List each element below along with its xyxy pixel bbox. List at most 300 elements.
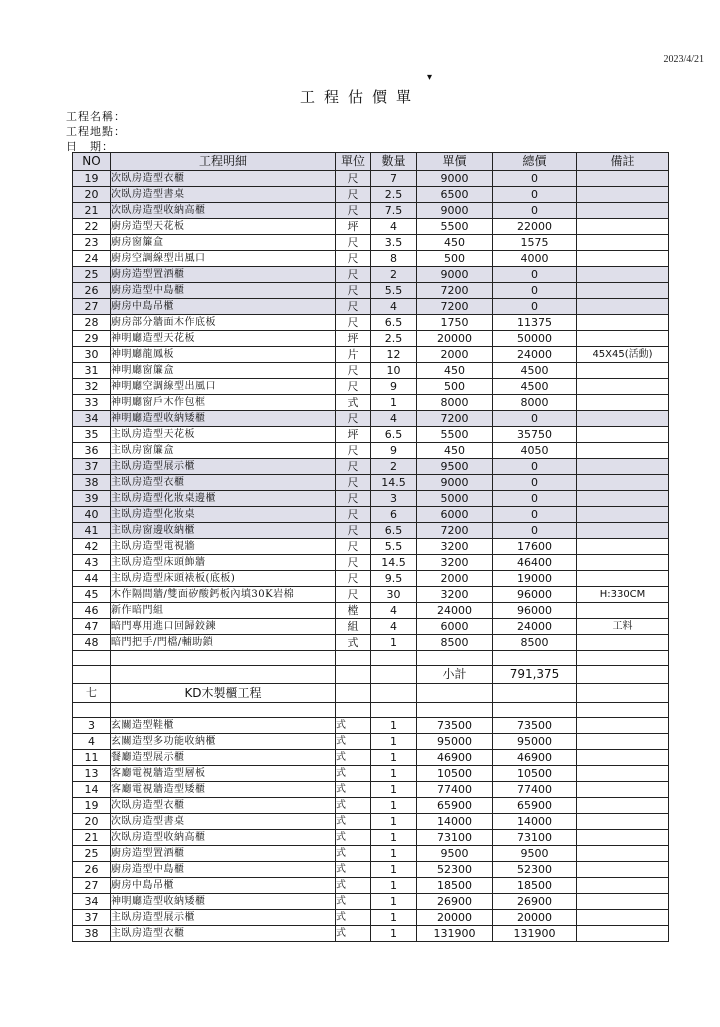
row-item: 次臥房造型衣櫃 bbox=[111, 798, 336, 814]
row-no: 21 bbox=[73, 830, 111, 846]
table-row bbox=[73, 814, 669, 830]
row-qty: 1 bbox=[371, 798, 417, 814]
row-item: 主臥房窗簾盒 bbox=[111, 443, 336, 459]
row-price: 26900 bbox=[417, 894, 493, 910]
row-note bbox=[577, 363, 669, 379]
row-unit: 式 bbox=[336, 926, 371, 942]
row-note bbox=[577, 718, 669, 734]
row-price: 18500 bbox=[417, 878, 493, 894]
row-unit: 尺 bbox=[336, 315, 371, 331]
table-row bbox=[73, 587, 669, 603]
col-header-item: 工程明細 bbox=[111, 153, 336, 171]
row-item: 廚房造型中島櫃 bbox=[111, 283, 336, 299]
row-unit: 坪 bbox=[336, 219, 371, 235]
row-qty: 2.5 bbox=[371, 331, 417, 347]
row-price: 20000 bbox=[417, 910, 493, 926]
row-price: 73500 bbox=[417, 718, 493, 734]
row-total: 0 bbox=[493, 507, 577, 523]
row-note bbox=[577, 750, 669, 766]
row-qty: 1 bbox=[371, 926, 417, 942]
row-note bbox=[577, 539, 669, 555]
row-no: 48 bbox=[73, 635, 111, 651]
row-unit: 尺 bbox=[336, 411, 371, 427]
row-note bbox=[577, 219, 669, 235]
row-qty: 6.5 bbox=[371, 315, 417, 331]
row-price: 9000 bbox=[417, 171, 493, 187]
row-price: 7200 bbox=[417, 523, 493, 539]
row-note bbox=[577, 523, 669, 539]
table-row bbox=[73, 347, 669, 363]
row-price: 9500 bbox=[417, 459, 493, 475]
row-no: 14 bbox=[73, 782, 111, 798]
row-no: 33 bbox=[73, 395, 111, 411]
row-unit: 尺 bbox=[336, 187, 371, 203]
row-unit: 式 bbox=[336, 830, 371, 846]
row-total: 19000 bbox=[493, 571, 577, 587]
row-no: 22 bbox=[73, 219, 111, 235]
table-row bbox=[73, 235, 669, 251]
row-price: 450 bbox=[417, 363, 493, 379]
row-unit: 尺 bbox=[336, 299, 371, 315]
row-total: 95000 bbox=[493, 734, 577, 750]
table-row bbox=[73, 283, 669, 299]
row-qty: 9.5 bbox=[371, 571, 417, 587]
row-price: 3200 bbox=[417, 555, 493, 571]
row-price: 9000 bbox=[417, 203, 493, 219]
row-unit: 式 bbox=[336, 734, 371, 750]
row-no: 24 bbox=[73, 251, 111, 267]
row-note bbox=[577, 235, 669, 251]
row-note bbox=[577, 491, 669, 507]
row-no: 38 bbox=[73, 926, 111, 942]
row-no: 42 bbox=[73, 539, 111, 555]
row-total: 26900 bbox=[493, 894, 577, 910]
row-note bbox=[577, 571, 669, 587]
row-price: 73100 bbox=[417, 830, 493, 846]
row-no: 36 bbox=[73, 443, 111, 459]
row-price: 6500 bbox=[417, 187, 493, 203]
col-header-qty: 數量 bbox=[371, 153, 417, 171]
col-header-note: 備註 bbox=[577, 153, 669, 171]
row-qty: 1 bbox=[371, 830, 417, 846]
row-total: 0 bbox=[493, 299, 577, 315]
row-qty: 14.5 bbox=[371, 555, 417, 571]
row-price: 5500 bbox=[417, 427, 493, 443]
row-qty: 7.5 bbox=[371, 203, 417, 219]
row-item: 次臥房造型收納高櫃 bbox=[111, 203, 336, 219]
row-note bbox=[577, 171, 669, 187]
table-row bbox=[73, 491, 669, 507]
row-unit: 尺 bbox=[336, 379, 371, 395]
row-no: 45 bbox=[73, 587, 111, 603]
row-no: 40 bbox=[73, 507, 111, 523]
row-note bbox=[577, 331, 669, 347]
row-qty: 4 bbox=[371, 619, 417, 635]
row-item: 廚房空調線型出風口 bbox=[111, 251, 336, 267]
table-row bbox=[73, 299, 669, 315]
row-qty: 1 bbox=[371, 894, 417, 910]
row-qty: 14.5 bbox=[371, 475, 417, 491]
row-unit: 尺 bbox=[336, 443, 371, 459]
row-qty: 1 bbox=[371, 734, 417, 750]
row-price: 5500 bbox=[417, 219, 493, 235]
row-item: 主臥房造型床頭飾牆 bbox=[111, 555, 336, 571]
row-total: 8000 bbox=[493, 395, 577, 411]
table-row bbox=[73, 219, 669, 235]
row-note: 45X45(活動) bbox=[577, 347, 669, 363]
row-no: 44 bbox=[73, 571, 111, 587]
row-total: 24000 bbox=[493, 347, 577, 363]
row-unit: 尺 bbox=[336, 235, 371, 251]
row-qty: 1 bbox=[371, 814, 417, 830]
row-no: 27 bbox=[73, 878, 111, 894]
row-price: 500 bbox=[417, 251, 493, 267]
table-row bbox=[73, 926, 669, 942]
row-unit: 尺 bbox=[336, 267, 371, 283]
row-item: 次臥房造型書桌 bbox=[111, 814, 336, 830]
row-item: 廚房中島吊櫃 bbox=[111, 299, 336, 315]
row-price: 7200 bbox=[417, 411, 493, 427]
row-no: 30 bbox=[73, 347, 111, 363]
row-item: 餐廳造型展示櫃 bbox=[111, 750, 336, 766]
row-item: 神明廳造型天花板 bbox=[111, 331, 336, 347]
row-no: 4 bbox=[73, 734, 111, 750]
table-body-items bbox=[73, 171, 669, 651]
subtotal-row bbox=[73, 666, 669, 684]
subtotal-value: 791,375 bbox=[493, 666, 577, 684]
row-no: 34 bbox=[73, 411, 111, 427]
row-price: 7200 bbox=[417, 299, 493, 315]
row-qty: 1 bbox=[371, 862, 417, 878]
row-no: 26 bbox=[73, 862, 111, 878]
row-item: 主臥房造型化妝桌邊櫃 bbox=[111, 491, 336, 507]
row-unit: 式 bbox=[336, 878, 371, 894]
row-total: 0 bbox=[493, 411, 577, 427]
table-row bbox=[73, 267, 669, 283]
project-name-label: 工程名稱： bbox=[66, 110, 126, 123]
row-no: 29 bbox=[73, 331, 111, 347]
row-no: 13 bbox=[73, 766, 111, 782]
row-note bbox=[577, 187, 669, 203]
row-item: 主臥房造型電視牆 bbox=[111, 539, 336, 555]
row-item: 廚房中島吊櫃 bbox=[111, 878, 336, 894]
table-body-summary bbox=[73, 651, 669, 718]
row-qty: 10 bbox=[371, 363, 417, 379]
row-qty: 5.5 bbox=[371, 283, 417, 299]
row-no: 38 bbox=[73, 475, 111, 491]
row-unit: 尺 bbox=[336, 507, 371, 523]
row-total: 4500 bbox=[493, 363, 577, 379]
row-price: 450 bbox=[417, 443, 493, 459]
row-unit: 尺 bbox=[336, 555, 371, 571]
row-total: 22000 bbox=[493, 219, 577, 235]
row-price: 6000 bbox=[417, 619, 493, 635]
row-note bbox=[577, 910, 669, 926]
row-price: 450 bbox=[417, 235, 493, 251]
row-unit: 式 bbox=[336, 846, 371, 862]
row-total: 4050 bbox=[493, 443, 577, 459]
row-no: 11 bbox=[73, 750, 111, 766]
row-no: 20 bbox=[73, 814, 111, 830]
row-unit: 坪 bbox=[336, 427, 371, 443]
row-no: 28 bbox=[73, 315, 111, 331]
table-row bbox=[73, 718, 669, 734]
row-unit: 式 bbox=[336, 782, 371, 798]
row-unit: 式 bbox=[336, 395, 371, 411]
row-total: 24000 bbox=[493, 619, 577, 635]
table-row bbox=[73, 846, 669, 862]
row-note bbox=[577, 203, 669, 219]
row-item: 廚房部分牆面木作底板 bbox=[111, 315, 336, 331]
row-unit: 尺 bbox=[336, 587, 371, 603]
row-item: 新作暗門組 bbox=[111, 603, 336, 619]
row-note bbox=[577, 603, 669, 619]
table-row bbox=[73, 315, 669, 331]
row-item: 神明廳窗戶木作包框 bbox=[111, 395, 336, 411]
row-qty: 1 bbox=[371, 910, 417, 926]
row-price: 2000 bbox=[417, 571, 493, 587]
row-no: 25 bbox=[73, 846, 111, 862]
row-no: 21 bbox=[73, 203, 111, 219]
row-item: 廚房造型中島櫃 bbox=[111, 862, 336, 878]
row-total: 46900 bbox=[493, 750, 577, 766]
table-row bbox=[73, 363, 669, 379]
row-qty: 1 bbox=[371, 782, 417, 798]
row-total: 35750 bbox=[493, 427, 577, 443]
col-header-no: NO bbox=[73, 153, 111, 171]
table-row bbox=[73, 782, 669, 798]
row-note bbox=[577, 459, 669, 475]
row-total: 4000 bbox=[493, 251, 577, 267]
row-qty: 1 bbox=[371, 846, 417, 862]
row-qty: 6.5 bbox=[371, 427, 417, 443]
row-no: 34 bbox=[73, 894, 111, 910]
row-qty: 2 bbox=[371, 459, 417, 475]
row-note bbox=[577, 299, 669, 315]
row-note bbox=[577, 283, 669, 299]
row-qty: 6 bbox=[371, 507, 417, 523]
row-price: 1750 bbox=[417, 315, 493, 331]
blank-row bbox=[73, 703, 669, 718]
row-unit: 式 bbox=[336, 862, 371, 878]
row-price: 52300 bbox=[417, 862, 493, 878]
section-title: KD木製櫃工程 bbox=[111, 684, 336, 703]
row-total: 4500 bbox=[493, 379, 577, 395]
row-unit: 尺 bbox=[336, 539, 371, 555]
row-item: 暗門專用進口回歸鉸鍊 bbox=[111, 619, 336, 635]
row-note bbox=[577, 846, 669, 862]
table-row bbox=[73, 427, 669, 443]
row-no: 32 bbox=[73, 379, 111, 395]
section-number: 七 bbox=[73, 684, 111, 703]
row-unit: 式 bbox=[336, 766, 371, 782]
project-site-label: 工程地點： bbox=[66, 125, 126, 138]
row-price: 3200 bbox=[417, 539, 493, 555]
row-no: 3 bbox=[73, 718, 111, 734]
row-unit: 式 bbox=[336, 894, 371, 910]
table-row bbox=[73, 523, 669, 539]
row-unit: 尺 bbox=[336, 203, 371, 219]
row-no: 43 bbox=[73, 555, 111, 571]
row-note bbox=[577, 507, 669, 523]
row-qty: 12 bbox=[371, 347, 417, 363]
row-no: 20 bbox=[73, 187, 111, 203]
row-note bbox=[577, 798, 669, 814]
row-price: 65900 bbox=[417, 798, 493, 814]
row-item: 玄關造型多功能收納櫃 bbox=[111, 734, 336, 750]
row-note bbox=[577, 395, 669, 411]
row-total: 0 bbox=[493, 523, 577, 539]
row-note bbox=[577, 635, 669, 651]
row-unit: 式 bbox=[336, 798, 371, 814]
table-row bbox=[73, 379, 669, 395]
row-note bbox=[577, 475, 669, 491]
row-unit: 尺 bbox=[336, 571, 371, 587]
row-total: 17600 bbox=[493, 539, 577, 555]
table-row bbox=[73, 571, 669, 587]
estimate-table bbox=[72, 152, 669, 942]
row-note bbox=[577, 766, 669, 782]
table-row bbox=[73, 539, 669, 555]
project-name-line bbox=[66, 110, 126, 124]
row-no: 19 bbox=[73, 798, 111, 814]
table-row bbox=[73, 187, 669, 203]
table-row bbox=[73, 878, 669, 894]
row-total: 131900 bbox=[493, 926, 577, 942]
row-item: 玄關造型鞋櫃 bbox=[111, 718, 336, 734]
row-qty: 2 bbox=[371, 267, 417, 283]
row-price: 2000 bbox=[417, 347, 493, 363]
row-note bbox=[577, 443, 669, 459]
row-total: 14000 bbox=[493, 814, 577, 830]
table-row bbox=[73, 251, 669, 267]
row-note bbox=[577, 862, 669, 878]
row-qty: 7 bbox=[371, 171, 417, 187]
row-item: 主臥房造型展示櫃 bbox=[111, 459, 336, 475]
row-qty: 9 bbox=[371, 379, 417, 395]
row-total: 0 bbox=[493, 491, 577, 507]
row-unit: 尺 bbox=[336, 459, 371, 475]
row-qty: 1 bbox=[371, 766, 417, 782]
row-price: 46900 bbox=[417, 750, 493, 766]
row-qty: 1 bbox=[371, 635, 417, 651]
row-price: 14000 bbox=[417, 814, 493, 830]
row-note bbox=[577, 894, 669, 910]
row-note bbox=[577, 427, 669, 443]
row-note bbox=[577, 315, 669, 331]
row-total: 20000 bbox=[493, 910, 577, 926]
row-qty: 1 bbox=[371, 395, 417, 411]
row-total: 73500 bbox=[493, 718, 577, 734]
row-item: 主臥房窗邊收納櫃 bbox=[111, 523, 336, 539]
row-item: 廚房造型置酒櫃 bbox=[111, 846, 336, 862]
row-total: 18500 bbox=[493, 878, 577, 894]
row-unit: 尺 bbox=[336, 363, 371, 379]
row-note bbox=[577, 555, 669, 571]
row-unit: 尺 bbox=[336, 475, 371, 491]
row-qty: 3 bbox=[371, 491, 417, 507]
table-row bbox=[73, 395, 669, 411]
row-item: 次臥房造型書桌 bbox=[111, 187, 336, 203]
table-row bbox=[73, 734, 669, 750]
row-price: 9500 bbox=[417, 846, 493, 862]
row-unit: 尺 bbox=[336, 251, 371, 267]
row-price: 9000 bbox=[417, 267, 493, 283]
table-row bbox=[73, 603, 669, 619]
row-item: 主臥房造型天花板 bbox=[111, 427, 336, 443]
row-price: 7200 bbox=[417, 283, 493, 299]
row-total: 96000 bbox=[493, 603, 577, 619]
subtotal-label: 小計 bbox=[417, 666, 493, 684]
row-qty: 3.5 bbox=[371, 235, 417, 251]
row-note: H:330CM bbox=[577, 587, 669, 603]
row-qty: 4 bbox=[371, 219, 417, 235]
row-item: 廚房窗簾盒 bbox=[111, 235, 336, 251]
row-qty: 4 bbox=[371, 411, 417, 427]
row-item: 廚房造型置酒櫃 bbox=[111, 267, 336, 283]
table-row bbox=[73, 862, 669, 878]
document-date: 2023/4/21 bbox=[663, 54, 704, 65]
row-no: 25 bbox=[73, 267, 111, 283]
row-no: 37 bbox=[73, 910, 111, 926]
table-row bbox=[73, 171, 669, 187]
row-no: 39 bbox=[73, 491, 111, 507]
row-item: 暗門把手/門檔/輔助鎖 bbox=[111, 635, 336, 651]
table-row bbox=[73, 766, 669, 782]
row-total: 0 bbox=[493, 187, 577, 203]
row-qty: 9 bbox=[371, 443, 417, 459]
row-total: 8500 bbox=[493, 635, 577, 651]
project-date-label: 日 期： bbox=[66, 140, 114, 153]
row-item: 神明廳窗簾盒 bbox=[111, 363, 336, 379]
table-row bbox=[73, 475, 669, 491]
row-item: 客廳電視牆造型矮櫃 bbox=[111, 782, 336, 798]
row-note bbox=[577, 411, 669, 427]
row-total: 1575 bbox=[493, 235, 577, 251]
table-row bbox=[73, 331, 669, 347]
row-item: 神明廳龍鳳板 bbox=[111, 347, 336, 363]
row-unit: 組 bbox=[336, 619, 371, 635]
scan-speck: ▾ bbox=[427, 72, 433, 83]
row-note bbox=[577, 734, 669, 750]
row-unit: 式 bbox=[336, 718, 371, 734]
table-header-row bbox=[73, 153, 669, 171]
table-row bbox=[73, 635, 669, 651]
row-no: 37 bbox=[73, 459, 111, 475]
row-total: 96000 bbox=[493, 587, 577, 603]
table-row bbox=[73, 910, 669, 926]
row-price: 6000 bbox=[417, 507, 493, 523]
row-price: 9000 bbox=[417, 475, 493, 491]
table-row bbox=[73, 459, 669, 475]
row-total: 0 bbox=[493, 267, 577, 283]
table-row bbox=[73, 507, 669, 523]
row-unit: 尺 bbox=[336, 523, 371, 539]
row-total: 0 bbox=[493, 283, 577, 299]
table-body-cabinets bbox=[73, 718, 669, 942]
row-total: 0 bbox=[493, 171, 577, 187]
row-no: 19 bbox=[73, 171, 111, 187]
project-site-line bbox=[66, 125, 126, 139]
row-total: 46400 bbox=[493, 555, 577, 571]
row-qty: 1 bbox=[371, 750, 417, 766]
row-item: 神明廳空調線型出風口 bbox=[111, 379, 336, 395]
row-unit: 式 bbox=[336, 635, 371, 651]
row-total: 0 bbox=[493, 203, 577, 219]
table-row bbox=[73, 798, 669, 814]
row-item: 次臥房造型衣櫃 bbox=[111, 171, 336, 187]
row-total: 0 bbox=[493, 475, 577, 491]
